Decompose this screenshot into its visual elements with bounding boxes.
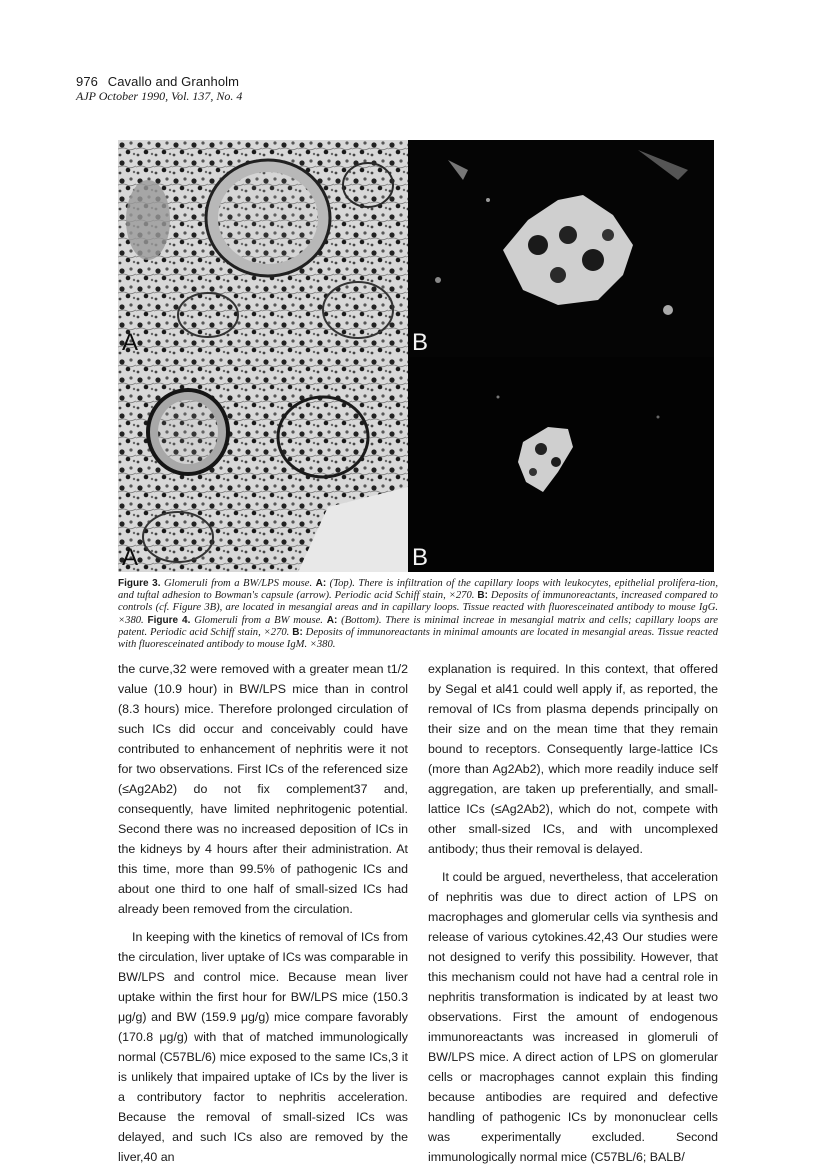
- figure-3a-micrograph: [118, 140, 408, 357]
- figure-3b-micrograph: [408, 140, 714, 357]
- fig3-a-text: (Top). There is infiltration of the capillary loops with leukocytes, epithelial prolifera-tion, and tuftal adhesion to Bowman's capsule (arrow). Periodic acid Schiff stain, ×270.: [118, 578, 718, 602]
- figure-4b-micrograph: [408, 357, 714, 572]
- panel-label-3b: B: [412, 329, 429, 356]
- paragraph: In keeping with the kinetics of removal of ICs from the circulation, liver uptake of ICs was comparable in BW/LPS and control mice. Because mean liver uptake within the first hour for BW/LPS mice (150.3 μg/g) and BW (159.9 μg/g) mice compare favorably (170.8 μg/g) with that of matched immunologically normal (C57BL/6) mice exposed to the same ICs,3 it is unlikely that impaired uptake of ICs by the liver is a contributory factor to nephritis acceleration. Because the removal of small-sized ICs was delayed, and such ICs also are removed by the liver,40 an: [118, 930, 408, 1164]
- fig4-a-label: A:: [326, 614, 338, 626]
- running-header: [76, 74, 736, 104]
- panel-label-3a: A: [122, 329, 139, 356]
- fig4-title: Glomeruli from a BW mouse.: [194, 614, 323, 626]
- fig4-label: Figure 4.: [147, 614, 191, 626]
- histology-image: [118, 357, 408, 572]
- fig4-b-label: B:: [292, 626, 303, 638]
- body-column-left: [118, 659, 408, 1167]
- panel-label-4a: A: [122, 544, 139, 571]
- histology-image: [118, 140, 408, 357]
- figure-caption: [118, 578, 718, 651]
- paragraph: It could be argued, nevertheless, that acceleration of nephritis was due to direct action of LPS on macrophages and glomerular cells via synthesis and release of various cytokines.42,43 Our studies were not designed to verify this possibility. However, that this mechanism could not have had a central role in nephritis transformation is indicated by at least two observations. First the amount of endogenous immunoreactants was increased in glomeruli of BW/LPS mice. A direct action of LPS on glomerular cells or macrophages cannot explain this finding because antibodies are required and defective handling of pathogenic ICs by mononuclear cells was experimentally excluded. Second immunologically normal mice (C57BL/6; BALB/: [428, 870, 718, 1164]
- fig3-title: Glomeruli from a BW/LPS mouse.: [164, 578, 313, 589]
- header-line: [76, 74, 736, 89]
- fig3-b-label: B:: [477, 590, 488, 602]
- fig4-b-text: Deposits of immunoreactants in minimal amounts are located in mesangial areas. Tissue reacted with fluoresceinated antibody to mouse IgM. ×380.: [118, 626, 718, 651]
- figure-4a-micrograph: [118, 357, 408, 572]
- page-number: 976: [76, 74, 98, 89]
- fig3-b-text: Deposits of immunoreactants, increased compared to controls (cf. Figure 3B), are located in mesangial areas and in capillary loops. Tissue reacted with fluoresceinated antibody to mouse IgG. ×380.: [118, 590, 718, 626]
- fig3-a-label: A:: [315, 578, 327, 589]
- paragraph: explanation is required. In this context, that offered by Segal et al41 could well apply if, as reported, the removal of ICs from plasma depends principally on their size and on the mean time that they remain bound to receptors. Consequently large-lattice ICs (more than Ag2Ab2), which more readily induce self aggregation, are taken up preferentially, and small-lattice ICs (≤Ag2Ab2), which do not, compete with other small-sized ICs, and with uncomplexed antibody; thus their removal is delayed.: [428, 662, 718, 856]
- fig4-a-text: (Bottom). There is minimal increae in mesangial matrix and cells; capillary loops are patent. Periodic acid Schiff stain, ×270.: [118, 614, 718, 638]
- panel-label-4b: B: [412, 544, 429, 571]
- authors: Cavallo and Granholm: [107, 74, 240, 89]
- journal-line: AJP October 1990, Vol. 137, No. 4: [76, 89, 243, 103]
- body-column-right: [428, 659, 718, 1167]
- paragraph: the curve,32 were removed with a greater mean t1/2 value (10.9 hour) in BW/LPS mice than in control (8.3 hours) mice. Therefore prolonged circulation of such ICs did occur and conceivably could have contributed to enhancement of nephritis were it not for two observations. First ICs of the referenced size (≤Ag2Ab2) do not fix complement37 and, consequently, have limited nephritogenic potential. Second there was no increased deposition of ICs in the kidneys by 4 hours after their administration. At this time, more than 99.5% of pathogenic ICs and about one third to one half of small-sized ICs had already been removed from the circulation.: [118, 662, 408, 916]
- fig3-label: Figure 3.: [118, 578, 161, 589]
- figure-panels: [118, 140, 714, 572]
- fluorescence-image: [408, 357, 714, 572]
- fluorescence-image: [408, 140, 714, 357]
